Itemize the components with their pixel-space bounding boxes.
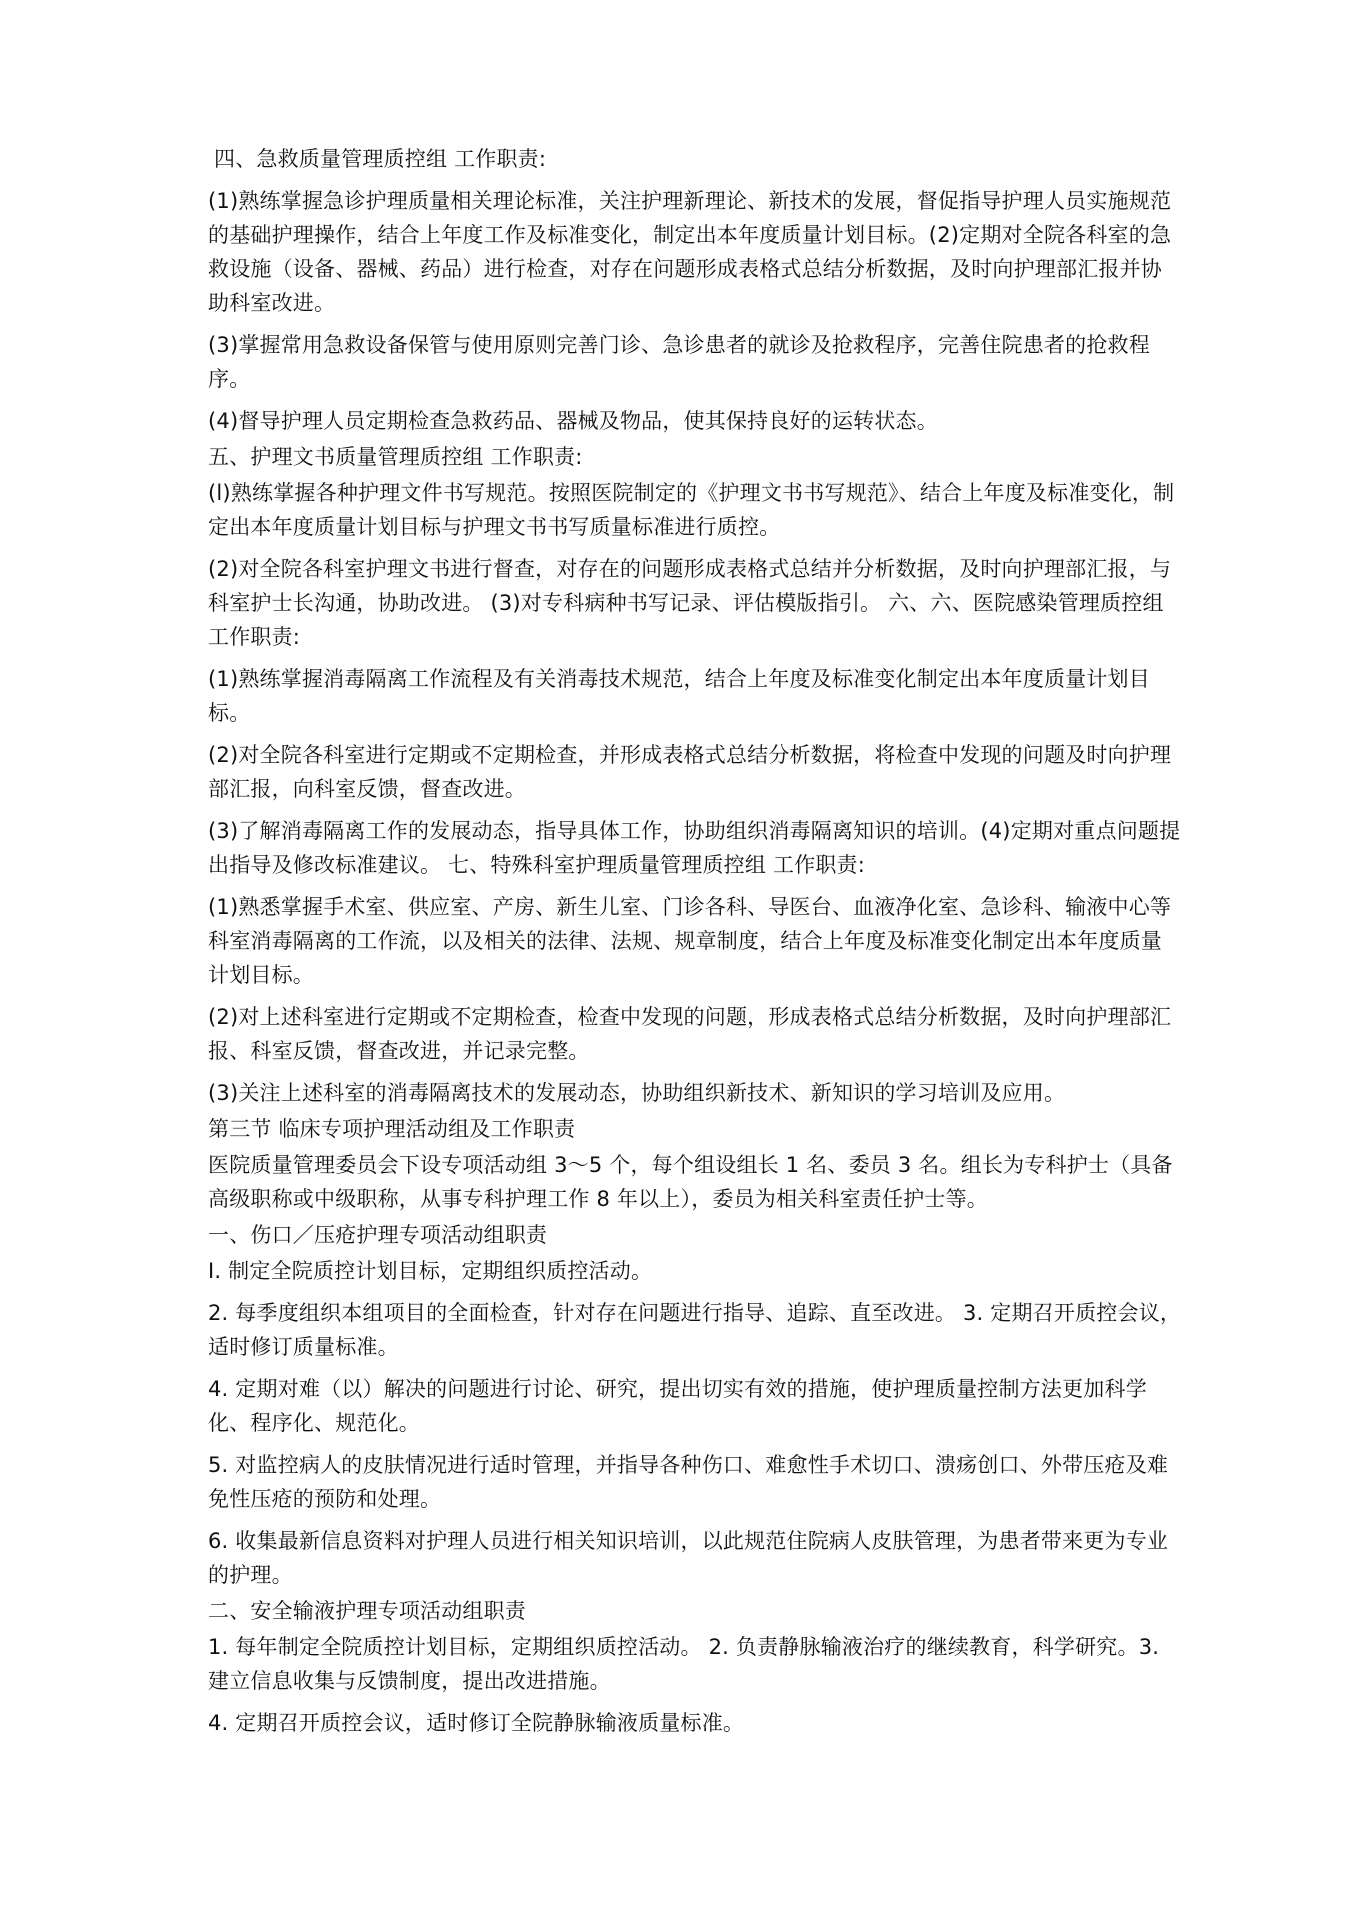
list-item: 1. 每年制定全院质控计划目标，定期组织质控活动。 2. 负责静脉输液治疗的继续教育，科学研究。3. 建立信息收集与反馈制度，提出改进措施。	[208, 1635, 1160, 1693]
list-item: 4. 定期召开质控会议，适时修订全院静脉输液质量标准。	[208, 1711, 745, 1735]
list-item: 2. 每季度组织本组项目的全面检查，针对存在问题进行指导、追踪、直至改进。 3. 定期召开质控会议，适时修订质量标准。	[208, 1301, 1182, 1359]
paragraph: (l)熟练掌握各种护理文件书写规范。按照医院制定的《护理文书书写规范》、结合上年度及标准变化，制定出本年度质量计划目标与护理文书书写质量标准进行质控。	[208, 481, 1175, 539]
section-heading: 第三节 临床专项护理活动组及工作职责	[208, 1117, 576, 1141]
paragraph: (2)对全院各科室护理文书进行督查，对存在的问题形成表格式总结并分析数据，及时向护理部汇报，与科室护士长沟通，协助改进。 (3)对专科病种书写记录、评估模版指引。 六、六、医院感染管理质控组 工作职责:	[208, 557, 1172, 649]
paragraph: (1)熟练掌握消毒隔离工作流程及有关消毒技术规范，结合上年度及标准变化制定出本年度质量计划目标。	[208, 667, 1150, 725]
paragraph: (3)关注上述科室的消毒隔离技术的发展动态，协助组织新技术、新知识的学习培训及应用。	[208, 1081, 1066, 1105]
section-heading: 一、伤口／压疮护理专项活动组职责	[208, 1223, 548, 1247]
paragraph: (1)熟练掌握急诊护理质量相关理论标准，关注护理新理论、新技术的发展，督促指导护理人员实施规范的基础护理操作，结合上年度工作及标准变化，制定出本年度质量计划目标。(2)定期对全院各科室的急救设施（设备、器械、药品）进行检查，对存在问题形成表格式总结分析数据，及时向护理部汇报并协助科室改进。	[208, 189, 1172, 315]
paragraph: (2)对全院各科室进行定期或不定期检查，并形成表格式总结分析数据，将检查中发现的问题及时向护理部汇报，向科室反馈，督查改进。	[208, 743, 1172, 801]
paragraph: (2)对上述科室进行定期或不定期检查，检查中发现的问题，形成表格式总结分析数据，及时向护理部汇报、科室反馈，督查改进，并记录完整。	[208, 1005, 1172, 1063]
section-heading: 二、安全输液护理专项活动组职责	[208, 1599, 526, 1623]
document-body	[208, 142, 1183, 1748]
section-heading: 五、护理文书质量管理质控组 工作职责:	[208, 445, 583, 469]
list-item: 6. 收集最新信息资料对护理人员进行相关知识培训，以此规范住院病人皮肤管理，为患者带来更为专业的护理。	[208, 1529, 1169, 1587]
paragraph: (1)熟悉掌握手术室、供应室、产房、新生儿室、门诊各科、导医台、血液净化室、急诊科、输液中心等科室消毒隔离的工作流，以及相关的法律、法规、规章制度，结合上年度及标准变化制定出本年度质量计划目标。	[208, 895, 1172, 987]
paragraph: 医院质量管理委员会下设专项活动组 3～5 个，每个组设组长 1 名、委员 3 名。组长为专科护士（具备高级职称或中级职称，从事专科护理工作 8 年以上），委员为相关科室责任护士等。	[208, 1153, 1173, 1211]
section-heading: 四、急救质量管理质控组 工作职责:	[214, 147, 547, 171]
list-item: I. 制定全院质控计划目标，定期组织质控活动。	[208, 1259, 653, 1283]
paragraph: (4)督导护理人员定期检查急救药品、器械及物品，使其保持良好的运转状态。	[208, 409, 938, 433]
list-item: 5. 对监控病人的皮肤情况进行适时管理，并指导各种伤口、难愈性手术切口、溃疡创口、外带压疮及难免性压疮的预防和处理。	[208, 1453, 1169, 1511]
paragraph: (3)掌握常用急救设备保管与使用原则完善门诊、急诊患者的就诊及抢救程序，完善住院患者的抢救程序。	[208, 333, 1150, 391]
list-item: 4. 定期对难（以）解决的问题进行讨论、研究，提出切实有效的措施，使护理质量控制方法更加科学化、程序化、规范化。	[208, 1377, 1147, 1435]
paragraph: (3)了解消毒隔离工作的发展动态，指导具体工作，协助组织消毒隔离知识的培训。(4)定期对重点问题提出指导及修改标准建议。 七、特殊科室护理质量管理质控组 工作职责:	[208, 819, 1181, 877]
